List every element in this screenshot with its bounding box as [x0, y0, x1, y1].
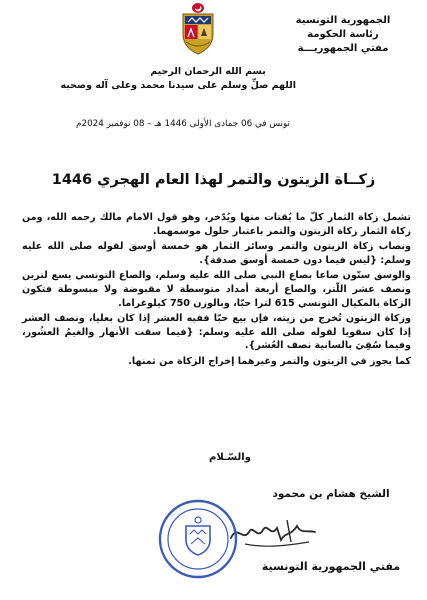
letterhead-mufti: مفتي الجمهوريـــة — [297, 43, 389, 54]
handwritten-signature — [225, 512, 321, 552]
letterhead-office: رئاسة الحكومة — [307, 29, 379, 40]
letter-title: زكــاة الزيتون والتمر لهذا العام الهجري 1446 — [51, 172, 376, 188]
paragraph: وزكاة الزيتون تُخرج من زيته، فإن بيع حبّا ففيه العشر إذا كان بعليا، ونصف العشر إذا كان سقويا لقوله صلى الله عليه وسلم: {فيما سقت الأنهار والغيمُ العشُور، وفيما سُقِيَ بالسانية نصف العُشر}. — [22, 313, 411, 352]
paragraph: تشمل زكاة الثمار كلّ ما يُقتات منها ويُدّخر، وهو قول الامام مالك رحمه الله، ومن زكاة الثمار زكاة الزيتون والتمر باعتبار حلول موسمهما. — [22, 212, 411, 237]
closing-salutation: والسّـلام — [209, 452, 251, 463]
letter-date: تونس في 06 جمادى الأولى 1446 هـ – 08 نوفمبر 2024م — [76, 119, 290, 129]
signer-office: مفتي الجمهورية التونسية — [261, 560, 401, 573]
signer-name: الشيخ هشام بن محمود — [272, 488, 390, 500]
paragraph: ونصاب زكاة الزيتون والتمر وسائر الثمار هو خمسة أوسق لقوله صلى الله عليه وسلم: {ليس فيما دون خمسة أوسق صدقة}. — [22, 241, 411, 266]
letterhead — [273, 14, 413, 56]
salat-line: اللهم صلِّ وسلم على سيدنا محمد وعلى آله وصحبه — [60, 80, 296, 91]
bismillah: بسم الله الرحمان الرحيم — [150, 66, 266, 77]
paragraph: كما يجوز في الزيتون والتمر وغيرهما إخراج الزكاة من ثمنها. — [128, 355, 411, 367]
letter-body — [22, 211, 411, 371]
official-stamp — [157, 498, 239, 580]
paragraph: والوسق ستّون صاعا بصاع النبي صلى الله عليه وسلم، والصاع التونسي يسع لترين ونصف عشر اللّتر، والصاع أربعة أمداد متوسطة لا مقبوضة ولا مبسوطة فتكون الزكاة بالمكيال التونسي 615 لترا حبّا، وبالوزن 750 كيلوغراما. — [22, 270, 411, 309]
letterhead-country: الجمهورية التونسية — [295, 15, 391, 26]
coat-of-arms-icon — [176, 2, 220, 56]
